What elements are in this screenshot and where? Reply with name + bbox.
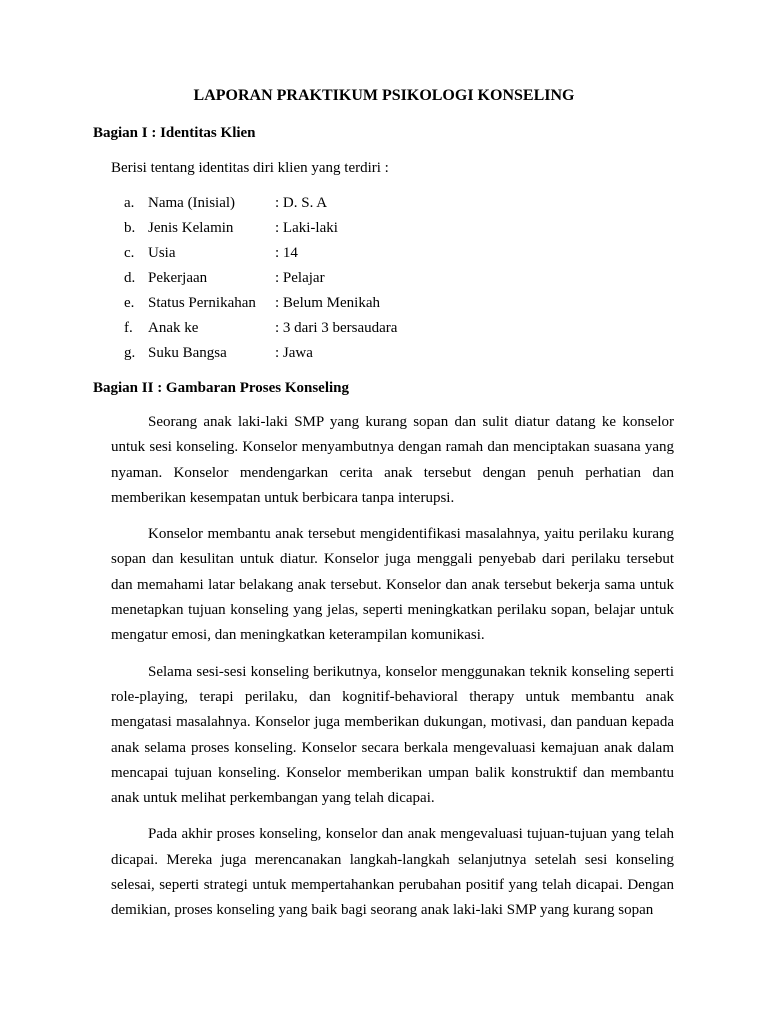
identity-item-usia [0,242,768,267]
body-paragraph: Selama sesi-sesi konseling berikutnya, konselor menggunakan teknik konseling seperti role-playing, terapi perilaku, dan kognitif-behavioral therapy untuk membantu anak mengatasi masalahnya. Konselor juga memberikan dukungan, motivasi, dan panduan kepada anak selama proses konseling. Konselor secara berkala mengevaluasi kemajuan anak dalam mencapai tujuan konseling. Konselor memberikan umpan balik konstruktif dan membantu anak untuk melihat perkembangan yang telah dicapai. [111,663,674,807]
identity-item-value: : D. S. A [275,195,328,211]
identity-item-value: : Belum Menikah [275,295,380,311]
identity-item-letter: c. [124,245,135,261]
section-body [111,410,674,935]
identity-item-jenis-kelamin [0,217,768,242]
identity-item-label: Anak ke [148,320,199,336]
document-title: LAPORAN PRAKTIKUM PSIKOLOGI KONSELING [193,87,575,104]
section-intro: Berisi tentang identitas diri klien yang terdiri : [111,160,389,176]
identity-item-nama [0,192,768,217]
section-heading-identitas: Bagian I : Identitas Klien [93,125,256,141]
body-paragraph: Seorang anak laki-laki SMP yang kurang sopan dan sulit diatur datang ke konselor untuk sesi konseling. Konselor menyambutnya dengan ramah dan menciptakan suasana yang nyaman. Konselor mendengarkan cerita anak tersebut dengan penuh perhatian dan memberikan kesempatan untuk berbicara tanpa interupsi. [111,414,674,506]
identity-item-label: Suku Bangsa [148,345,227,361]
identity-item-letter: a. [124,195,135,211]
identity-item-letter: g. [124,345,136,361]
identity-item-letter: f. [124,320,133,336]
identity-item-status-pernikahan [0,292,768,317]
section-heading-proses: Bagian II : Gambaran Proses Konseling [93,380,350,396]
identity-item-value: : 3 dari 3 bersaudara [275,320,398,336]
body-paragraph: Konselor membantu anak tersebut mengidentifikasi masalahnya, yaitu perilaku kurang sopan dan kesulitan untuk diatur. Konselor juga menggali penyebab dari perilaku tersebut dan memahami latar belakang anak tersebut. Konselor dan anak tersebut bekerja sama untuk menetapkan tujuan konseling yang jelas, seperti meningkatkan perilaku sopan, belajar untuk mengatur emosi, dan meningkatkan keterampilan komunikasi. [111,526,674,644]
identity-item-letter: d. [124,270,136,286]
identity-item-label: Nama (Inisial) [148,195,236,211]
identity-item-letter: b. [124,220,136,236]
identity-item-label: Status Pernikahan [148,295,256,311]
identity-item-label: Pekerjaan [148,270,208,286]
identity-list [0,192,768,367]
identity-item-suku-bangsa [0,342,768,367]
identity-item-value: : Pelajar [275,270,325,286]
identity-item-value: : Jawa [275,345,313,361]
identity-item-letter: e. [124,295,135,311]
identity-item-anak-ke [0,317,768,342]
identity-item-value: : Laki-laki [275,220,338,236]
identity-item-label: Jenis Kelamin [148,220,234,236]
identity-item-label: Usia [148,245,176,261]
body-paragraph: Pada akhir proses konseling, konselor dan anak mengevaluasi tujuan-tujuan yang telah dicapai. Mereka juga merencanakan langkah-langkah selanjutnya setelah sesi konseling selesai, seperti strategi untuk mempertahankan perubahan positif yang telah dicapai. Dengan demikian, proses konseling yang baik bagi seorang anak laki-laki SMP yang kurang sopan [111,826,674,919]
identity-item-pekerjaan [0,267,768,292]
identity-item-value: : 14 [275,245,298,261]
